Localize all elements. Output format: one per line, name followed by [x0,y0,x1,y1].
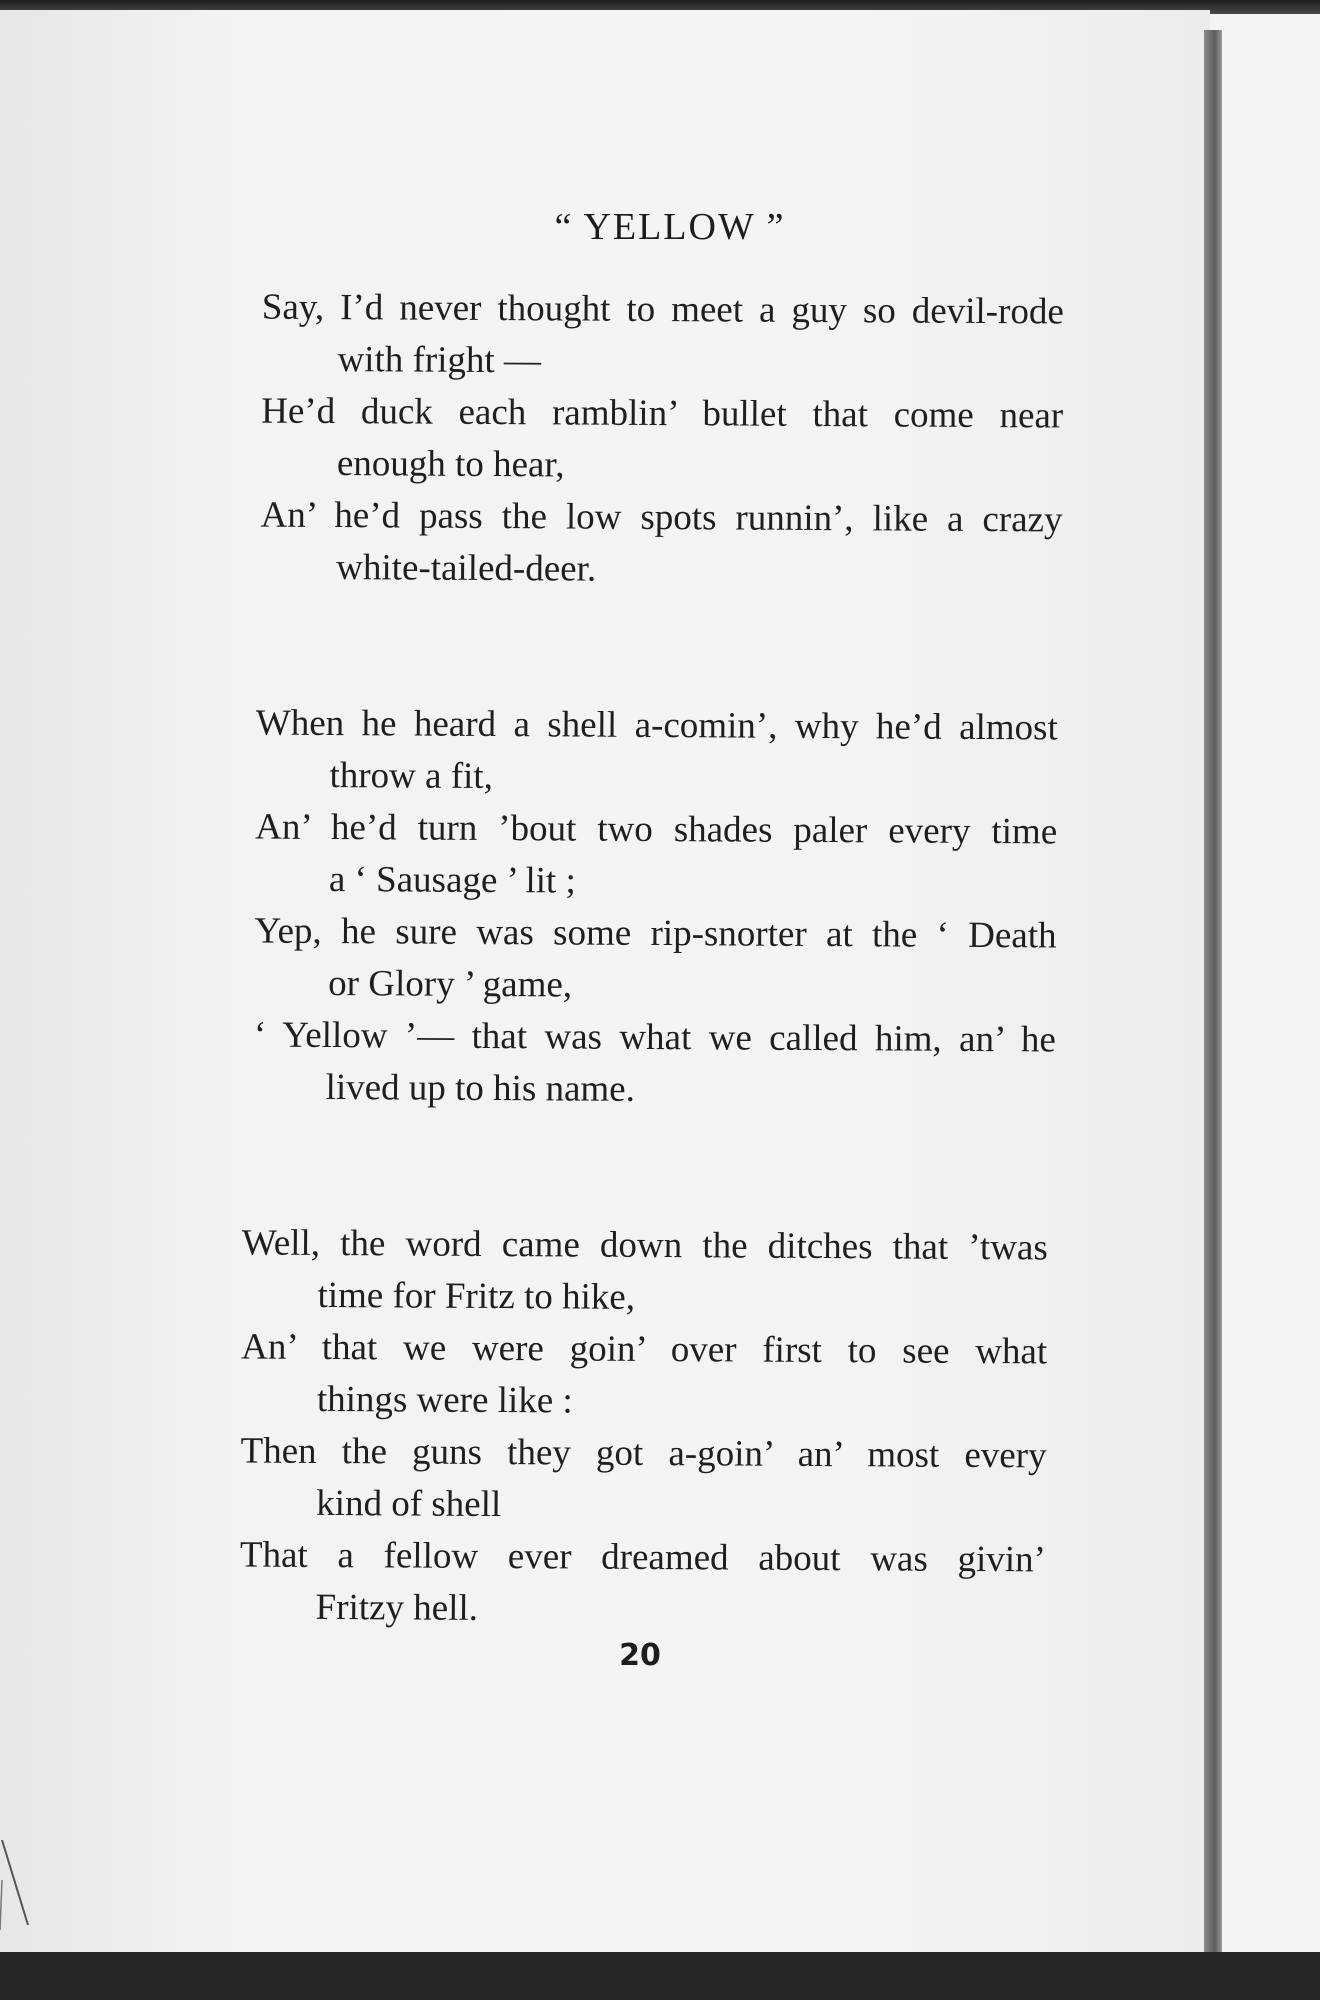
poem-line [260,490,1063,599]
poem-line [254,906,1057,1015]
line-continuation: lived up to his name. [325,1066,636,1110]
line-text: Say, I’d never thought to meet a guy so devil-rode [261,286,1064,333]
line-continuation: with fright — [337,339,542,382]
scan-bottom-edge [0,1952,1320,2000]
poem-line [261,282,1064,391]
line-continuation: a ‘ Sausage ’ lit ; [328,859,576,902]
line-text: An’ that we were goin’ over first to see what [241,1326,1048,1373]
poem-line [239,1529,1046,1638]
poem-line [241,1321,1048,1430]
poem-line [261,386,1064,495]
poem-line [255,802,1058,911]
line-text: When he heard a shell a-comin’, why he’d almost [255,702,1058,749]
line-text: That a fellow ever dreamed about was givin’ [239,1534,1047,1581]
poem-line [240,1425,1047,1534]
page-number: 20 [619,1638,661,1673]
line-continuation: kind of shell [316,1482,502,1526]
line-continuation: throw a fit, [329,755,494,798]
poem-body [0,280,1210,1736]
poem-line [255,698,1058,807]
line-text: An’ he’d turn ’bout two shades paler every time [255,806,1058,853]
poem-line [241,1217,1048,1326]
line-text: Then the guns they got a-goin’ an’ most every [240,1430,1047,1477]
line-text: An’ he’d pass the low spots runnin’, like a crazy [260,494,1063,541]
stanza-3 [0,1216,1210,1639]
line-continuation: time for Fritz to hike, [317,1274,636,1318]
line-text: ‘ Yellow ’— that was what we called him, an’ he [253,1014,1057,1061]
poem-title: “ YELLOW ” [554,206,786,248]
line-continuation: enough to hear, [336,443,565,486]
line-text: He’d duck each ramblin’ bullet that come near [261,390,1064,437]
line-continuation: white-tailed-deer. [336,547,597,590]
stanza-2 [0,696,1210,1119]
line-continuation: things were like : [316,1378,573,1422]
stanza-1 [0,280,1210,599]
poem-line [253,1010,1056,1119]
line-text: Yep, he sure was some rip-snorter at the ‘ Death [254,910,1057,957]
line-continuation: or Glory ’ game, [328,963,573,1006]
line-text: Well, the word came down the ditches that ’twas [241,1222,1048,1269]
page-corner-curl [0,1840,40,1930]
line-continuation: Fritzy hell. [315,1586,479,1629]
